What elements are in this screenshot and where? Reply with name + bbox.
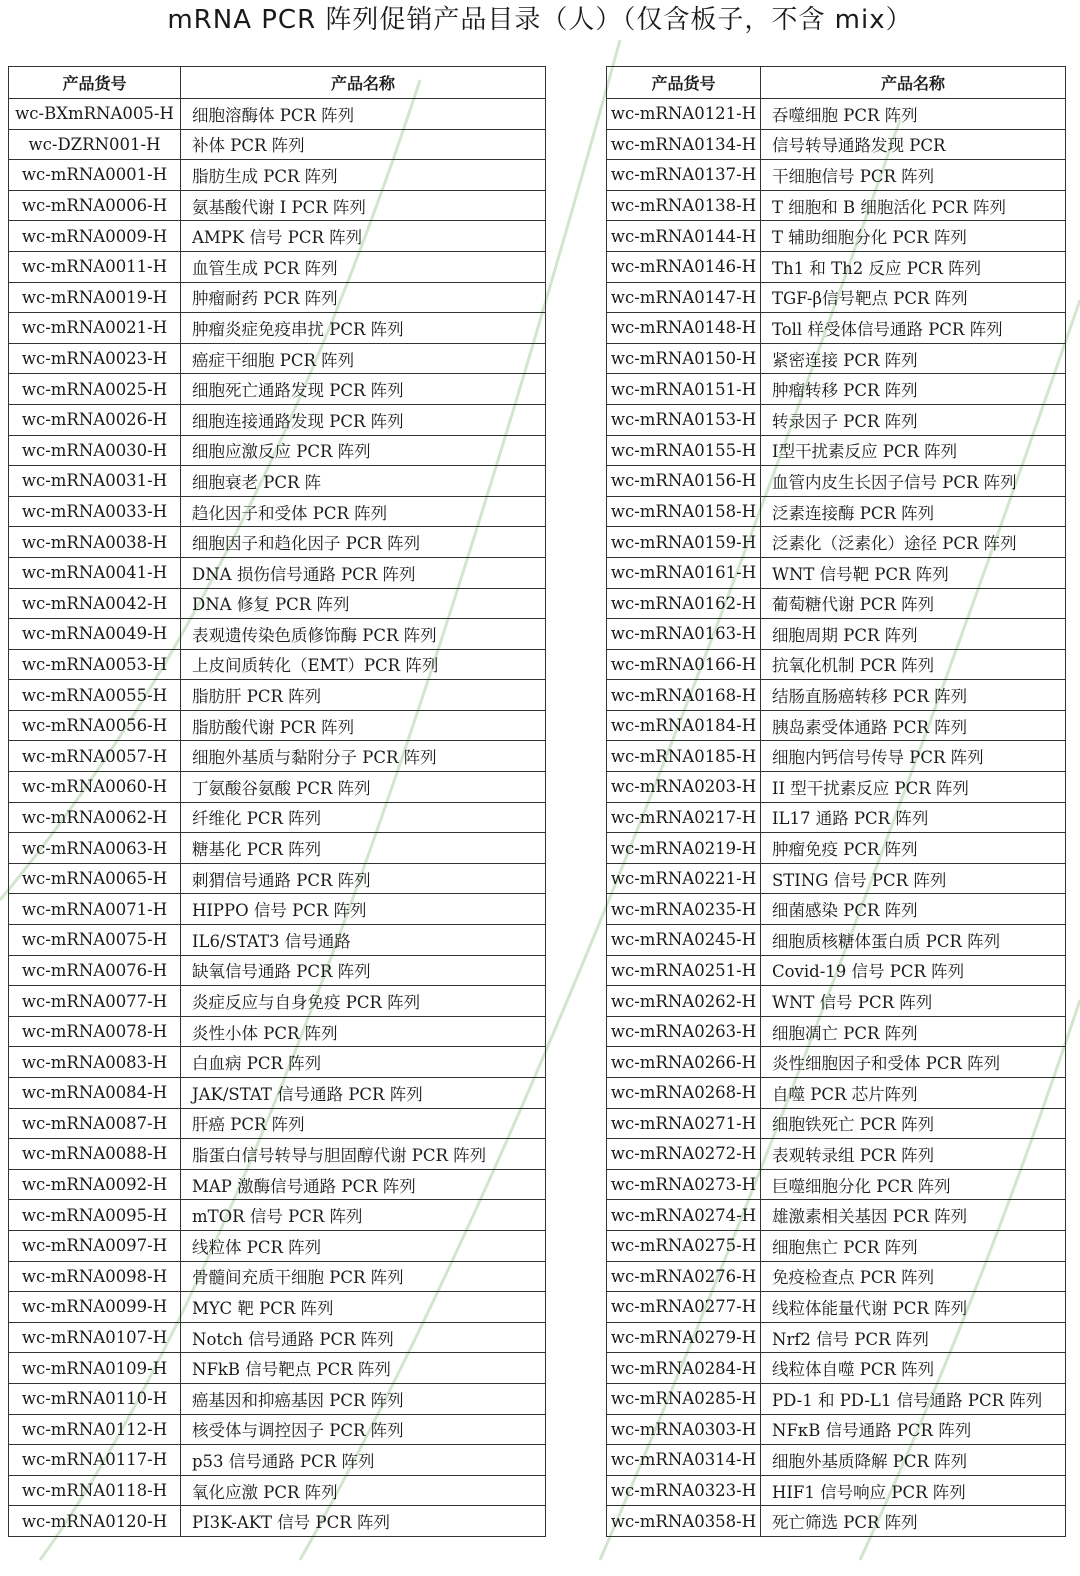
- product-code: wc-mRNA0030-H: [9, 435, 181, 466]
- product-name: 线粒体 PCR 阵列: [181, 1230, 546, 1261]
- table-row: [607, 802, 1066, 833]
- product-name: 细胞周期 PCR 阵列: [761, 619, 1066, 650]
- product-name: 氧化应激 PCR 阵列: [181, 1475, 546, 1506]
- product-code: wc-mRNA0092-H: [9, 1169, 181, 1200]
- product-code: wc-mRNA0087-H: [9, 1108, 181, 1139]
- product-name: 细胞因子和趋化因子 PCR 阵列: [181, 527, 546, 558]
- table-row: [607, 129, 1066, 160]
- product-code: wc-DZRN001-H: [9, 129, 181, 160]
- table-row: [607, 557, 1066, 588]
- product-code: wc-mRNA0217-H: [607, 802, 761, 833]
- product-code: wc-mRNA0120-H: [9, 1506, 181, 1537]
- table-row: [607, 649, 1066, 680]
- product-name: NFκB 信号通路 PCR 阵列: [761, 1414, 1066, 1445]
- product-name: PD-1 和 PD-L1 信号通路 PCR 阵列: [761, 1383, 1066, 1414]
- table-row: [9, 404, 546, 435]
- table-row: [607, 1016, 1066, 1047]
- table-row: [607, 313, 1066, 344]
- table-row: [607, 1506, 1066, 1537]
- header-code: 产品货号: [9, 67, 181, 99]
- table-row: [607, 1108, 1066, 1139]
- product-name: 干细胞信号 PCR 阵列: [761, 160, 1066, 191]
- product-name: 缺氧信号通路 PCR 阵列: [181, 955, 546, 986]
- product-code: wc-mRNA0150-H: [607, 343, 761, 374]
- table-row: [607, 404, 1066, 435]
- table-row: [607, 1475, 1066, 1506]
- header-name: 产品名称: [181, 67, 546, 99]
- product-code: wc-mRNA0097-H: [9, 1230, 181, 1261]
- product-name: 癌症干细胞 PCR 阵列: [181, 343, 546, 374]
- table-row: [9, 129, 546, 160]
- table-row: [607, 1047, 1066, 1078]
- product-code: wc-mRNA0166-H: [607, 649, 761, 680]
- table-row: [607, 1445, 1066, 1476]
- product-name: AMPK 信号 PCR 阵列: [181, 221, 546, 252]
- table-row: [607, 710, 1066, 741]
- product-code: wc-mRNA0263-H: [607, 1016, 761, 1047]
- product-name: mTOR 信号 PCR 阵列: [181, 1200, 546, 1231]
- product-name: 肝癌 PCR 阵列: [181, 1108, 546, 1139]
- table-row: [607, 955, 1066, 986]
- product-name: 脂肪肝 PCR 阵列: [181, 680, 546, 711]
- table-row: [9, 374, 546, 405]
- product-code: wc-mRNA0251-H: [607, 955, 761, 986]
- product-name: Notch 信号通路 PCR 阵列: [181, 1322, 546, 1353]
- product-code: wc-mRNA0235-H: [607, 894, 761, 925]
- table-row: [607, 925, 1066, 956]
- product-name: 血管内皮生长因子信号 PCR 阵列: [761, 466, 1066, 497]
- product-code: wc-mRNA0161-H: [607, 557, 761, 588]
- product-code: wc-mRNA0107-H: [9, 1322, 181, 1353]
- product-code: wc-mRNA0033-H: [9, 496, 181, 527]
- product-code: wc-mRNA0076-H: [9, 955, 181, 986]
- product-name: MAP 激酶信号通路 PCR 阵列: [181, 1169, 546, 1200]
- table-row: [607, 99, 1066, 130]
- table-row: [607, 1139, 1066, 1170]
- table-row: [607, 1322, 1066, 1353]
- product-name: 表观遗传染色质修饰酶 PCR 阵列: [181, 619, 546, 650]
- product-code: wc-mRNA0011-H: [9, 251, 181, 282]
- page-title: mRNA PCR 阵列促销产品目录（人）（仅含板子，不含 mix）: [167, 5, 913, 35]
- product-code: wc-mRNA0021-H: [9, 313, 181, 344]
- product-name: 细胞死亡通路发现 PCR 阵列: [181, 374, 546, 405]
- product-name: 抗氧化机制 PCR 阵列: [761, 649, 1066, 680]
- product-code: wc-mRNA0272-H: [607, 1139, 761, 1170]
- product-code: wc-mRNA0159-H: [607, 527, 761, 558]
- product-name: DNA 修复 PCR 阵列: [181, 588, 546, 619]
- table-row: [607, 1200, 1066, 1231]
- product-code: wc-mRNA0112-H: [9, 1414, 181, 1445]
- table-row: [607, 1169, 1066, 1200]
- product-code: wc-mRNA0163-H: [607, 619, 761, 650]
- product-name: 纤维化 PCR 阵列: [181, 802, 546, 833]
- product-name: 肿瘤免疫 PCR 阵列: [761, 833, 1066, 864]
- table-row: [9, 741, 546, 772]
- product-code: wc-mRNA0303-H: [607, 1414, 761, 1445]
- product-name: 线粒体能量代谢 PCR 阵列: [761, 1292, 1066, 1323]
- product-name: 细胞溶酶体 PCR 阵列: [181, 99, 546, 130]
- product-name: 氨基酸代谢 I PCR 阵列: [181, 190, 546, 221]
- product-code: wc-mRNA0155-H: [607, 435, 761, 466]
- product-name: 细菌感染 PCR 阵列: [761, 894, 1066, 925]
- product-code: wc-mRNA0062-H: [9, 802, 181, 833]
- product-code: wc-mRNA0148-H: [607, 313, 761, 344]
- product-code: wc-mRNA0099-H: [9, 1292, 181, 1323]
- product-name: T 细胞和 B 细胞活化 PCR 阵列: [761, 190, 1066, 221]
- product-code: wc-mRNA0162-H: [607, 588, 761, 619]
- table-row: [9, 1353, 546, 1384]
- table-row: [9, 435, 546, 466]
- product-name: 癌基因和抑癌基因 PCR 阵列: [181, 1383, 546, 1414]
- product-code: wc-mRNA0009-H: [9, 221, 181, 252]
- product-code: wc-mRNA0221-H: [607, 863, 761, 894]
- table-row: [9, 1322, 546, 1353]
- table-row: [9, 1261, 546, 1292]
- product-code: wc-mRNA0075-H: [9, 925, 181, 956]
- table-row: [9, 710, 546, 741]
- product-name: 补体 PCR 阵列: [181, 129, 546, 160]
- product-code: wc-mRNA0063-H: [9, 833, 181, 864]
- product-name: 白血病 PCR 阵列: [181, 1047, 546, 1078]
- table-row: [9, 925, 546, 956]
- table-row: [9, 282, 546, 313]
- product-code: wc-mRNA0049-H: [9, 619, 181, 650]
- table-row: [9, 1108, 546, 1139]
- product-code: wc-mRNA0158-H: [607, 496, 761, 527]
- product-code: wc-mRNA0083-H: [9, 1047, 181, 1078]
- product-name: 紧密连接 PCR 阵列: [761, 343, 1066, 374]
- product-name: 脂肪酸代谢 PCR 阵列: [181, 710, 546, 741]
- table-row: [9, 588, 546, 619]
- product-name: 细胞连接通路发现 PCR 阵列: [181, 404, 546, 435]
- product-code: wc-mRNA0041-H: [9, 557, 181, 588]
- product-name: TGF-β信号靶点 PCR 阵列: [761, 282, 1066, 313]
- product-table-right: [606, 66, 1066, 1537]
- table-row: [9, 649, 546, 680]
- table-row: [9, 1230, 546, 1261]
- table-row: [607, 496, 1066, 527]
- table-row: [9, 313, 546, 344]
- product-name: II 型干扰素反应 PCR 阵列: [761, 772, 1066, 803]
- table-row: [9, 557, 546, 588]
- table-row: [607, 772, 1066, 803]
- table-row: [9, 527, 546, 558]
- product-name: 细胞衰老 PCR 阵: [181, 466, 546, 497]
- table-row: [607, 251, 1066, 282]
- product-code: wc-mRNA0323-H: [607, 1475, 761, 1506]
- product-name: PI3K-AKT 信号 PCR 阵列: [181, 1506, 546, 1537]
- product-code: wc-mRNA0276-H: [607, 1261, 761, 1292]
- product-name: 骨髓间充质干细胞 PCR 阵列: [181, 1261, 546, 1292]
- product-code: wc-mRNA0095-H: [9, 1200, 181, 1231]
- table-row: [9, 955, 546, 986]
- product-name: 肿瘤耐药 PCR 阵列: [181, 282, 546, 313]
- product-name: 转录因子 PCR 阵列: [761, 404, 1066, 435]
- product-code: wc-mRNA0060-H: [9, 772, 181, 803]
- product-name: 脂肪生成 PCR 阵列: [181, 160, 546, 191]
- product-code: wc-mRNA0245-H: [607, 925, 761, 956]
- table-row: [607, 1292, 1066, 1323]
- product-name: Th1 和 Th2 反应 PCR 阵列: [761, 251, 1066, 282]
- table-row: [9, 1383, 546, 1414]
- table-row: [9, 1169, 546, 1200]
- product-code: wc-mRNA0358-H: [607, 1506, 761, 1537]
- table-header-row: [607, 67, 1066, 99]
- product-code: wc-mRNA0144-H: [607, 221, 761, 252]
- table-row: [607, 833, 1066, 864]
- product-name: 泛素化（泛素化）途径 PCR 阵列: [761, 527, 1066, 558]
- table-row: [9, 619, 546, 650]
- product-code: wc-mRNA0118-H: [9, 1475, 181, 1506]
- product-code: wc-mRNA0023-H: [9, 343, 181, 374]
- table-row: [9, 1139, 546, 1170]
- product-name: 结肠直肠癌转移 PCR 阵列: [761, 680, 1066, 711]
- product-name: 泛素连接酶 PCR 阵列: [761, 496, 1066, 527]
- product-code: wc-mRNA0138-H: [607, 190, 761, 221]
- product-code: wc-mRNA0314-H: [607, 1445, 761, 1476]
- product-code: wc-mRNA0168-H: [607, 680, 761, 711]
- product-name: 细胞内钙信号传导 PCR 阵列: [761, 741, 1066, 772]
- product-name: JAK/STAT 信号通路 PCR 阵列: [181, 1078, 546, 1109]
- product-name: 细胞应激反应 PCR 阵列: [181, 435, 546, 466]
- product-code: wc-mRNA0277-H: [607, 1292, 761, 1323]
- table-row: [9, 986, 546, 1017]
- product-code: wc-mRNA0137-H: [607, 160, 761, 191]
- table-row: [607, 588, 1066, 619]
- table-row: [9, 1016, 546, 1047]
- product-name: HIPPO 信号 PCR 阵列: [181, 894, 546, 925]
- product-name: 雄激素相关基因 PCR 阵列: [761, 1200, 1066, 1231]
- table-row: [607, 343, 1066, 374]
- product-name: I型干扰素反应 PCR 阵列: [761, 435, 1066, 466]
- product-code: wc-BXmRNA005-H: [9, 99, 181, 130]
- product-code: wc-mRNA0153-H: [607, 404, 761, 435]
- table-row: [9, 894, 546, 925]
- product-name: 巨噬细胞分化 PCR 阵列: [761, 1169, 1066, 1200]
- table-row: [607, 1230, 1066, 1261]
- product-code: wc-mRNA0268-H: [607, 1078, 761, 1109]
- product-name: WNT 信号靶 PCR 阵列: [761, 557, 1066, 588]
- table-row: [607, 1078, 1066, 1109]
- product-code: wc-mRNA0031-H: [9, 466, 181, 497]
- product-name: 细胞铁死亡 PCR 阵列: [761, 1108, 1066, 1139]
- product-code: wc-mRNA0088-H: [9, 1139, 181, 1170]
- product-code: wc-mRNA0274-H: [607, 1200, 761, 1231]
- product-name: 炎症反应与自身免疫 PCR 阵列: [181, 986, 546, 1017]
- product-code: wc-mRNA0185-H: [607, 741, 761, 772]
- product-name: DNA 损伤信号通路 PCR 阵列: [181, 557, 546, 588]
- product-code: wc-mRNA0184-H: [607, 710, 761, 741]
- product-name: 炎性细胞因子和受体 PCR 阵列: [761, 1047, 1066, 1078]
- table-row: [607, 1414, 1066, 1445]
- product-name: p53 信号通路 PCR 阵列: [181, 1445, 546, 1476]
- product-code: wc-mRNA0279-H: [607, 1322, 761, 1353]
- product-name: WNT 信号 PCR 阵列: [761, 986, 1066, 1017]
- table-row: [607, 863, 1066, 894]
- product-code: wc-mRNA0042-H: [9, 588, 181, 619]
- product-name: MYC 靶 PCR 阵列: [181, 1292, 546, 1323]
- product-name: 血管生成 PCR 阵列: [181, 251, 546, 282]
- table-row: [607, 527, 1066, 558]
- product-name: 免疫检查点 PCR 阵列: [761, 1261, 1066, 1292]
- product-name: 糖基化 PCR 阵列: [181, 833, 546, 864]
- product-code: wc-mRNA0056-H: [9, 710, 181, 741]
- table-row: [9, 680, 546, 711]
- product-name: 肿瘤转移 PCR 阵列: [761, 374, 1066, 405]
- table-row: [607, 221, 1066, 252]
- product-name: T 辅助细胞分化 PCR 阵列: [761, 221, 1066, 252]
- product-code: wc-mRNA0078-H: [9, 1016, 181, 1047]
- table-row: [607, 282, 1066, 313]
- table-row: [9, 1475, 546, 1506]
- product-code: wc-mRNA0134-H: [607, 129, 761, 160]
- product-code: wc-mRNA0098-H: [9, 1261, 181, 1292]
- product-code: wc-mRNA0109-H: [9, 1353, 181, 1384]
- product-code: wc-mRNA0077-H: [9, 986, 181, 1017]
- table-row: [9, 1506, 546, 1537]
- table-row: [607, 374, 1066, 405]
- table-header-row: [9, 67, 546, 99]
- product-name: 趋化因子和受体 PCR 阵列: [181, 496, 546, 527]
- table-row: [607, 466, 1066, 497]
- product-code: wc-mRNA0285-H: [607, 1383, 761, 1414]
- product-name: IL17 通路 PCR 阵列: [761, 802, 1066, 833]
- product-code: wc-mRNA0284-H: [607, 1353, 761, 1384]
- table-row: [9, 343, 546, 374]
- table-row: [607, 680, 1066, 711]
- product-name: NFkB 信号靶点 PCR 阵列: [181, 1353, 546, 1384]
- product-name: 葡萄糖代谢 PCR 阵列: [761, 588, 1066, 619]
- header-code: 产品货号: [607, 67, 761, 99]
- product-name: 细胞质核糖体蛋白质 PCR 阵列: [761, 925, 1066, 956]
- product-code: wc-mRNA0203-H: [607, 772, 761, 803]
- table-row: [607, 1383, 1066, 1414]
- table-row: [9, 1078, 546, 1109]
- table-row: [9, 1047, 546, 1078]
- table-row: [9, 496, 546, 527]
- product-code: wc-mRNA0147-H: [607, 282, 761, 313]
- product-code: wc-mRNA0117-H: [9, 1445, 181, 1476]
- product-code: wc-mRNA0121-H: [607, 99, 761, 130]
- product-name: 细胞外基质降解 PCR 阵列: [761, 1445, 1066, 1476]
- product-code: wc-mRNA0071-H: [9, 894, 181, 925]
- table-row: [9, 1292, 546, 1323]
- product-code: wc-mRNA0110-H: [9, 1383, 181, 1414]
- product-name: 肿瘤炎症免疫串扰 PCR 阵列: [181, 313, 546, 344]
- product-code: wc-mRNA0271-H: [607, 1108, 761, 1139]
- product-name: Covid-19 信号 PCR 阵列: [761, 955, 1066, 986]
- table-row: [607, 160, 1066, 191]
- product-code: wc-mRNA0025-H: [9, 374, 181, 405]
- product-name: 炎性小体 PCR 阵列: [181, 1016, 546, 1047]
- product-code: wc-mRNA0146-H: [607, 251, 761, 282]
- header-name: 产品名称: [761, 67, 1066, 99]
- product-name: 核受体与调控因子 PCR 阵列: [181, 1414, 546, 1445]
- product-name: Toll 样受体信号通路 PCR 阵列: [761, 313, 1066, 344]
- product-code: wc-mRNA0057-H: [9, 741, 181, 772]
- product-code: wc-mRNA0026-H: [9, 404, 181, 435]
- product-table-left: [8, 66, 546, 1537]
- product-name: Nrf2 信号 PCR 阵列: [761, 1322, 1066, 1353]
- table-row: [607, 1261, 1066, 1292]
- product-code: wc-mRNA0001-H: [9, 160, 181, 191]
- table-row: [9, 1445, 546, 1476]
- table-row: [9, 160, 546, 191]
- product-name: 线粒体自噬 PCR 阵列: [761, 1353, 1066, 1384]
- product-name: 丁氨酸谷氨酸 PCR 阵列: [181, 772, 546, 803]
- product-code: wc-mRNA0084-H: [9, 1078, 181, 1109]
- product-code: wc-mRNA0019-H: [9, 282, 181, 313]
- table-row: [9, 1414, 546, 1445]
- table-row: [9, 863, 546, 894]
- table-row: [607, 619, 1066, 650]
- product-name: 细胞外基质与黏附分子 PCR 阵列: [181, 741, 546, 772]
- product-name: 吞噬细胞 PCR 阵列: [761, 99, 1066, 130]
- table-row: [607, 1353, 1066, 1384]
- product-name: IL6/STAT3 信号通路: [181, 925, 546, 956]
- product-name: 自噬 PCR 芯片阵列: [761, 1078, 1066, 1109]
- product-name: 细胞凋亡 PCR 阵列: [761, 1016, 1066, 1047]
- table-row: [9, 466, 546, 497]
- table-row: [607, 894, 1066, 925]
- table-row: [9, 221, 546, 252]
- product-code: wc-mRNA0275-H: [607, 1230, 761, 1261]
- table-row: [9, 99, 546, 130]
- product-code: wc-mRNA0151-H: [607, 374, 761, 405]
- table-row: [9, 251, 546, 282]
- product-code: wc-mRNA0273-H: [607, 1169, 761, 1200]
- table-row: [9, 772, 546, 803]
- table-row: [9, 190, 546, 221]
- product-code: wc-mRNA0038-H: [9, 527, 181, 558]
- table-row: [607, 741, 1066, 772]
- table-row: [9, 1200, 546, 1231]
- product-name: STING 信号 PCR 阵列: [761, 863, 1066, 894]
- product-code: wc-mRNA0262-H: [607, 986, 761, 1017]
- product-name: 细胞焦亡 PCR 阵列: [761, 1230, 1066, 1261]
- product-name: 胰岛素受体通路 PCR 阵列: [761, 710, 1066, 741]
- table-row: [607, 190, 1066, 221]
- product-name: HIF1 信号响应 PCR 阵列: [761, 1475, 1066, 1506]
- product-name: 上皮间质转化（EMT）PCR 阵列: [181, 649, 546, 680]
- product-name: 表观转录组 PCR 阵列: [761, 1139, 1066, 1170]
- product-name: 脂蛋白信号转导与胆固醇代谢 PCR 阵列: [181, 1139, 546, 1170]
- product-name: 信号转导通路发现 PCR: [761, 129, 1066, 160]
- table-row: [9, 802, 546, 833]
- product-code: wc-mRNA0053-H: [9, 649, 181, 680]
- product-code: wc-mRNA0006-H: [9, 190, 181, 221]
- product-code: wc-mRNA0156-H: [607, 466, 761, 497]
- table-row: [607, 986, 1066, 1017]
- product-code: wc-mRNA0065-H: [9, 863, 181, 894]
- product-code: wc-mRNA0055-H: [9, 680, 181, 711]
- product-code: wc-mRNA0266-H: [607, 1047, 761, 1078]
- product-name: 刺猬信号通路 PCR 阵列: [181, 863, 546, 894]
- product-name: 死亡筛选 PCR 阵列: [761, 1506, 1066, 1537]
- table-row: [9, 833, 546, 864]
- table-row: [607, 435, 1066, 466]
- product-code: wc-mRNA0219-H: [607, 833, 761, 864]
